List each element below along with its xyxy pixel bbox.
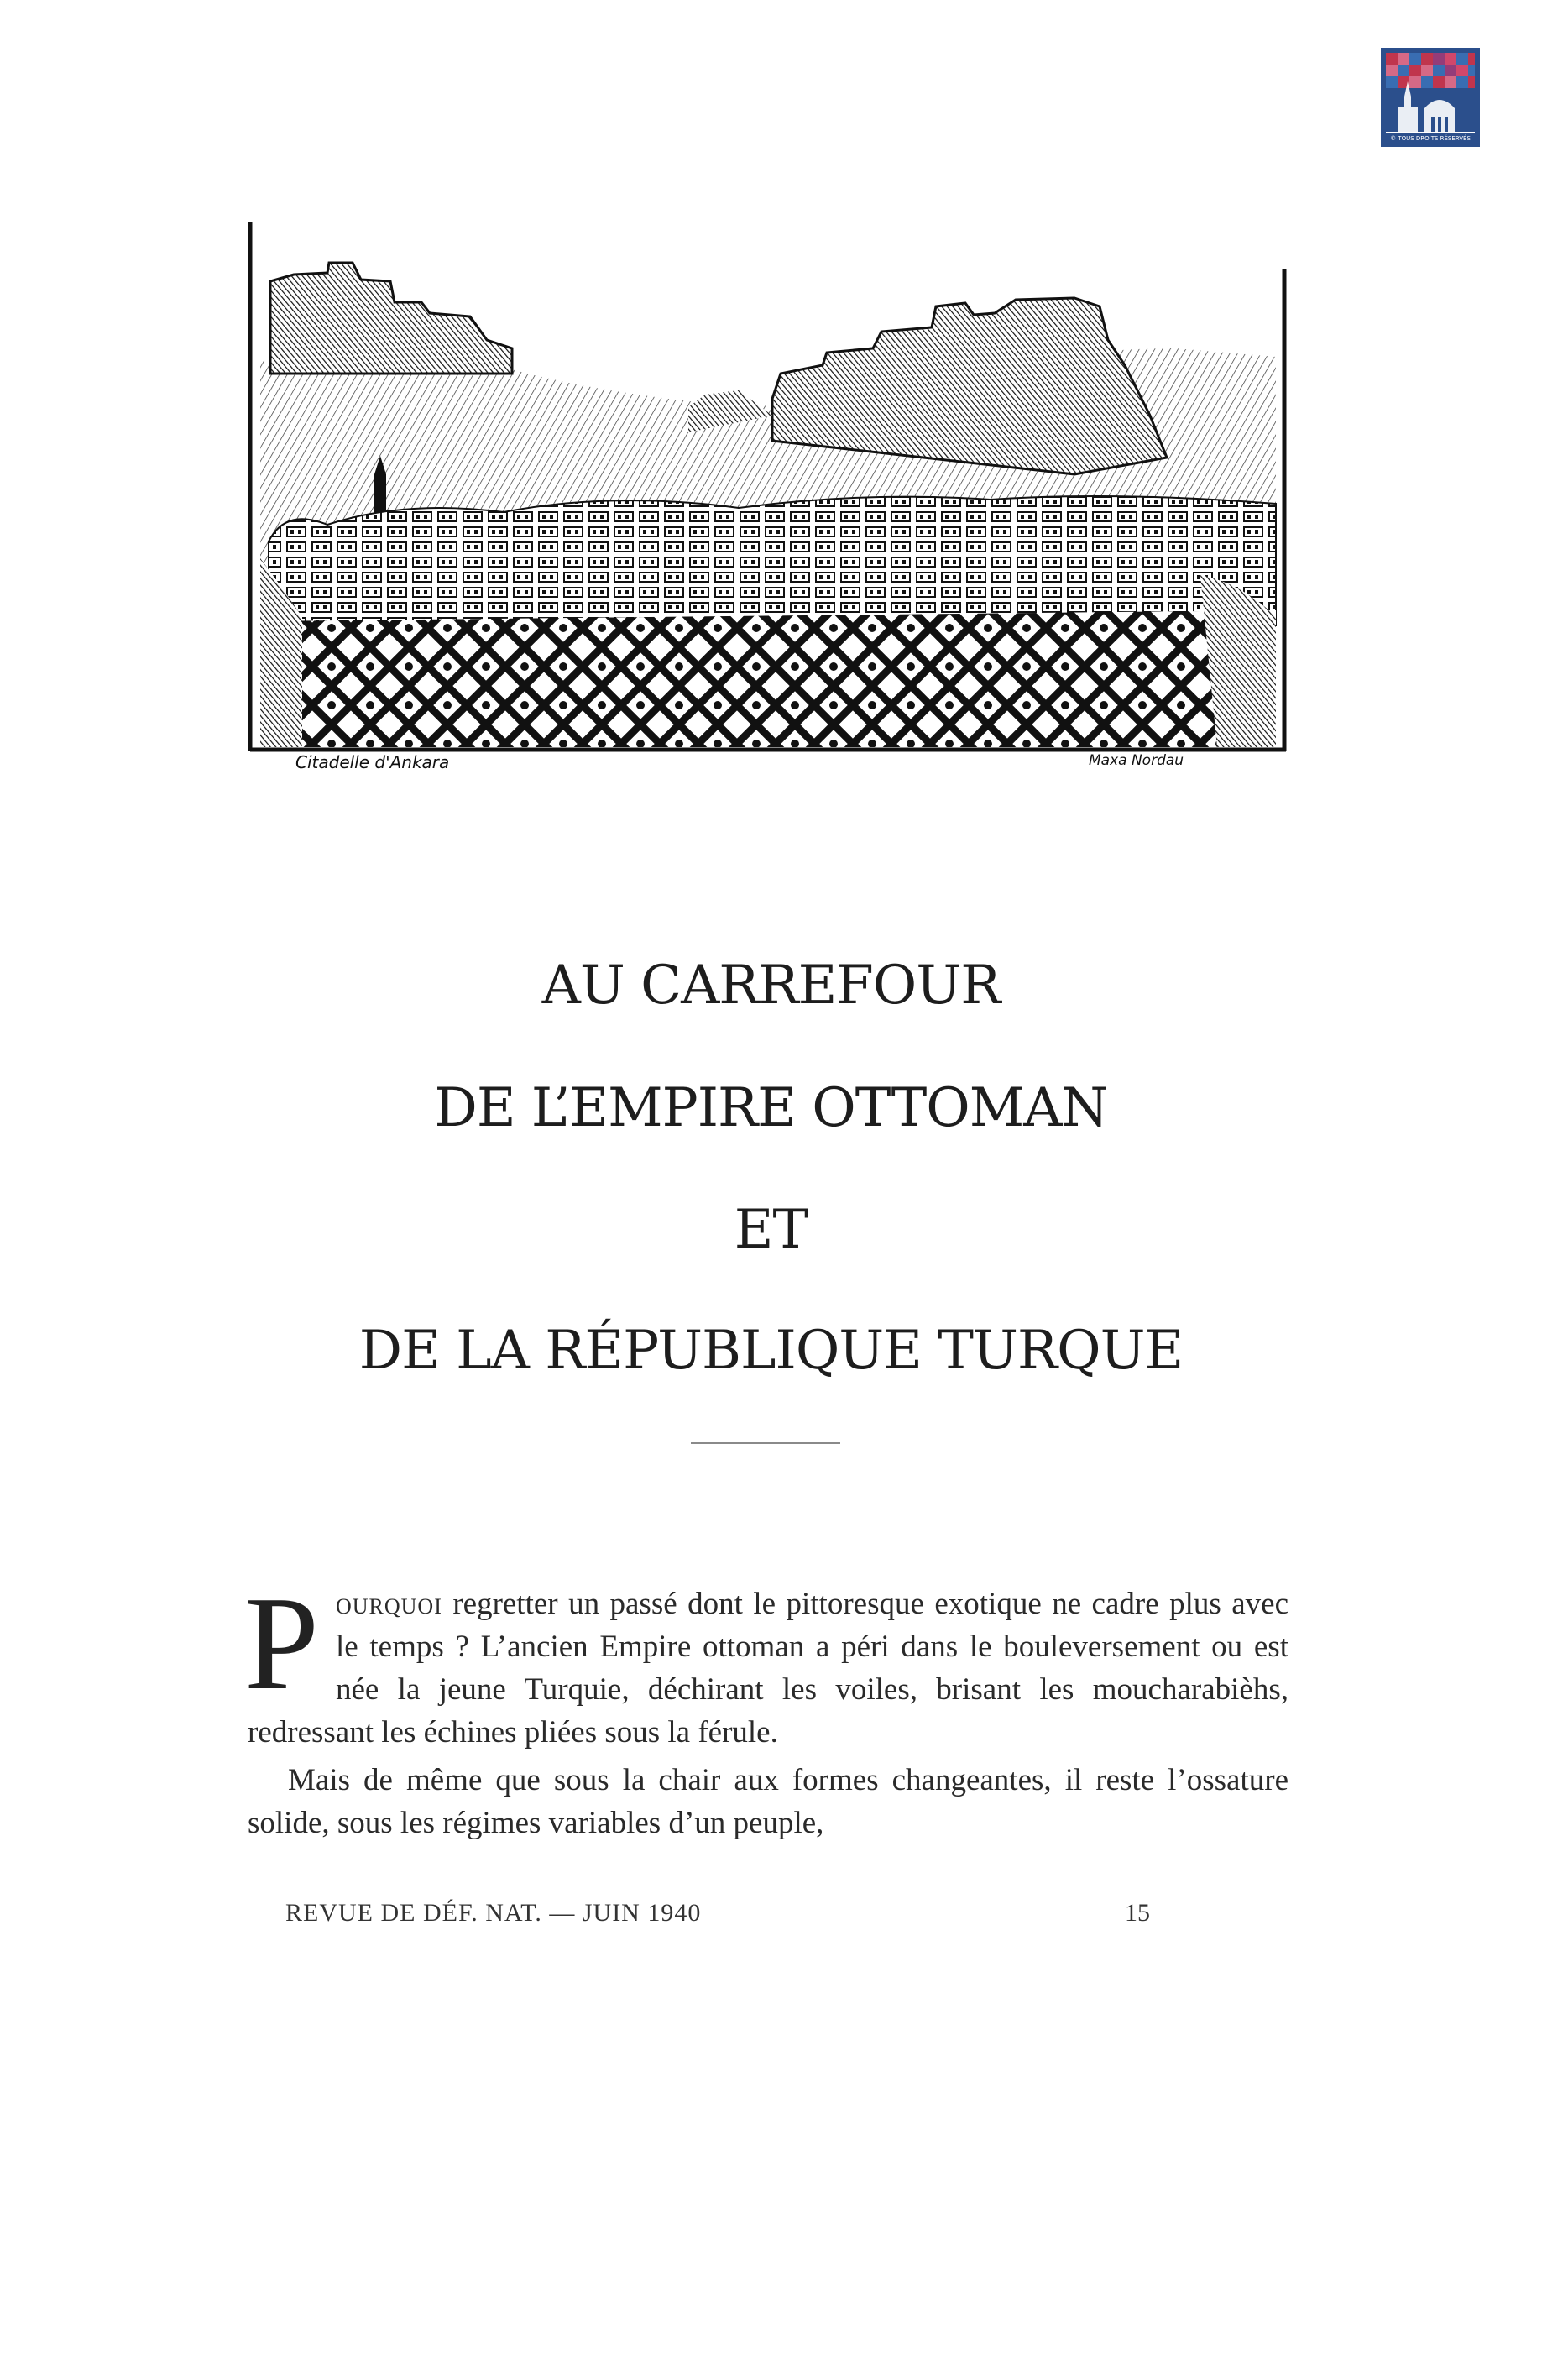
article-body bbox=[244, 1568, 1288, 1844]
logo-caption: © TOUS DROITS RÉSERVÉS bbox=[1390, 135, 1471, 142]
page-number: 15 bbox=[1125, 1899, 1150, 1927]
title-line-2: DE L’EMPIRE OTTOMAN bbox=[434, 1077, 1108, 1139]
illustration-caption-left: Citadelle d'Ankara bbox=[295, 752, 450, 772]
paragraph-1-text: regretter un passé dont le pittoresque exotique ne cadre plus avec le temps ? L’ancien Empire ottoman a péri dans le bouleversement ou est née la jeune Turquie, déchirant les voiles, brisant les moucharabièhs, redressant les échines pliées sous la férule. bbox=[248, 1587, 1288, 1750]
title-line-1: AU CARREFOUR bbox=[541, 955, 1001, 1017]
paragraph-1 bbox=[244, 1568, 1288, 1754]
first-word: ourquoi bbox=[335, 1587, 442, 1621]
title-line-3: ET bbox=[734, 1199, 808, 1261]
title-separator bbox=[691, 1442, 840, 1444]
illustration-signature: Maxa Nordau bbox=[1089, 752, 1184, 769]
title-line-4: DE LA RÉPUBLIQUE TURQUE bbox=[358, 1320, 1184, 1382]
citadel-illustration bbox=[235, 222, 1297, 781]
drop-cap: P bbox=[244, 1568, 319, 1718]
paragraph-2: Mais de même que sous la chair aux formes changeantes, il reste l’ossature solide, sous les régimes variables d’un peuple, bbox=[248, 1763, 1288, 1840]
journal-reference: REVUE DE DÉF. NAT. — JUIN 1940 bbox=[285, 1899, 702, 1927]
